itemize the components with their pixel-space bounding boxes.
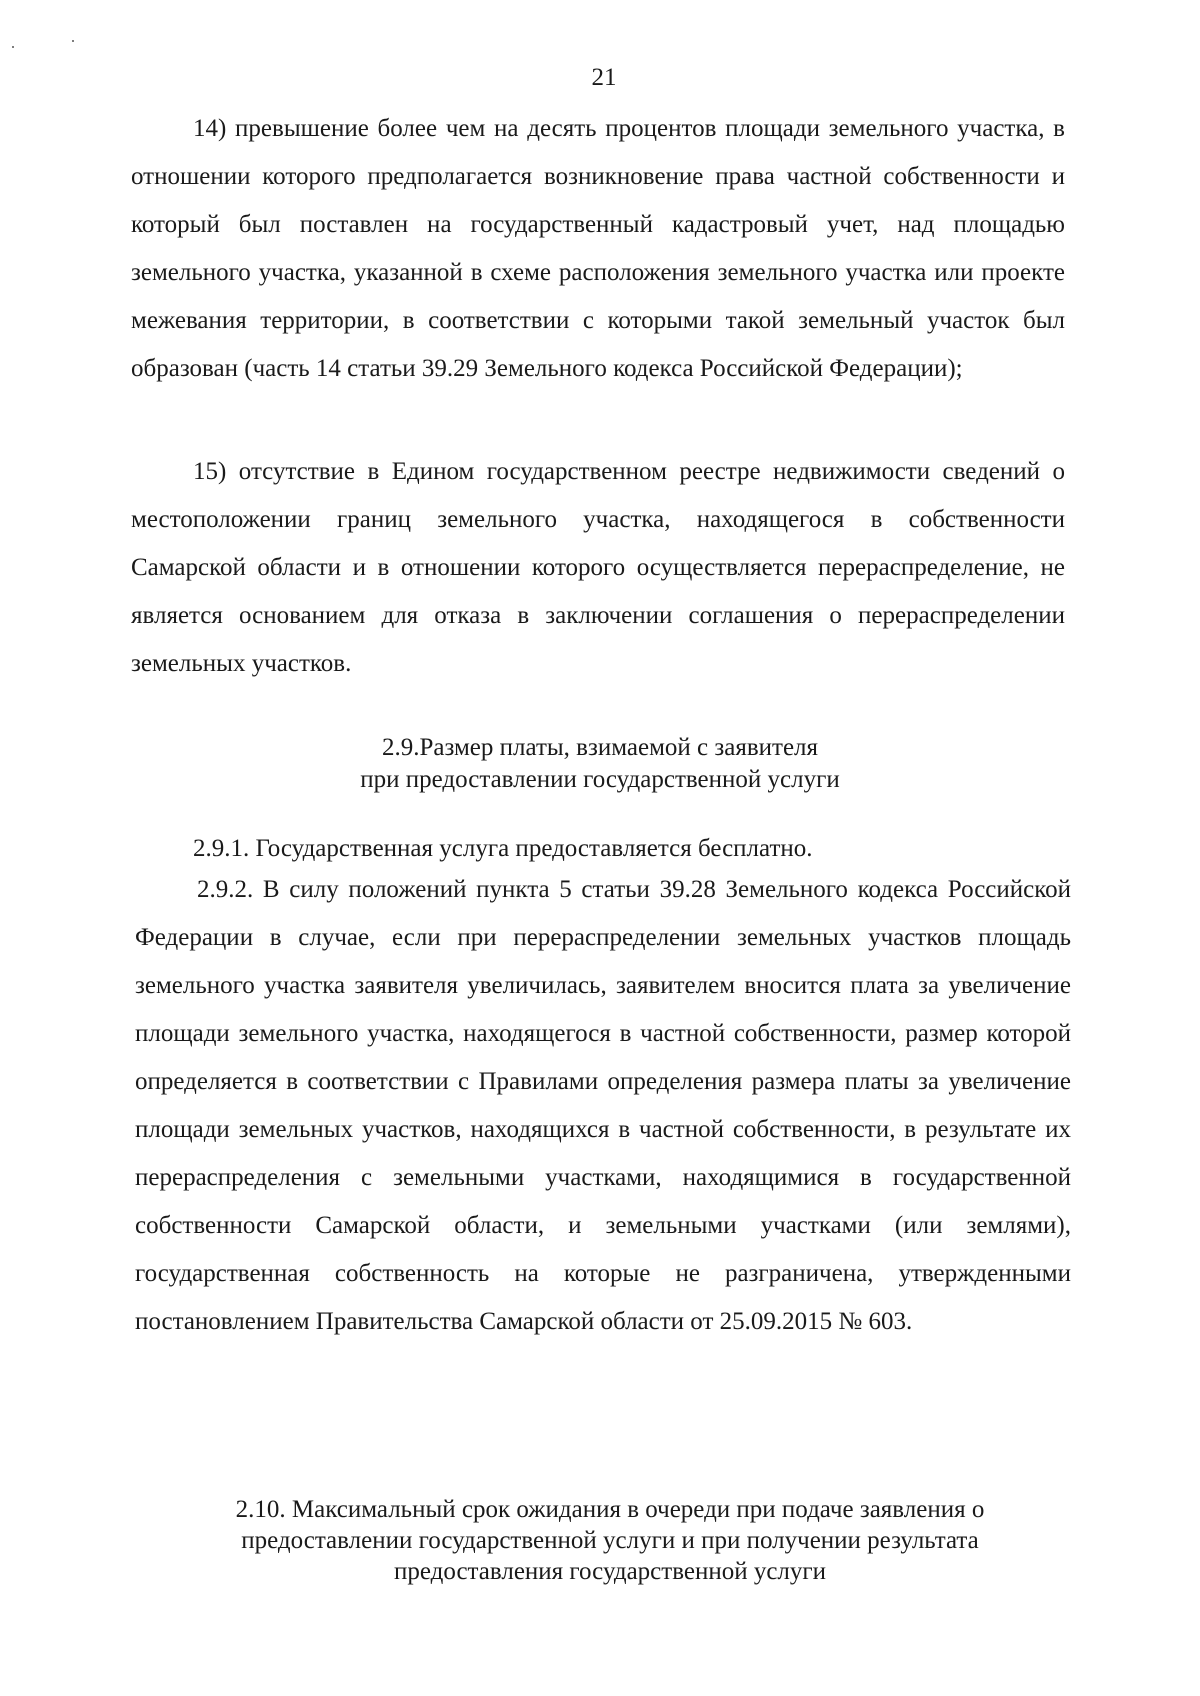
section-2-10-heading-line2: предоставлении государственной услуги и при получении результата: [241, 1527, 979, 1554]
paragraph-2-9-2: 2.9.2. В силу положений пункта 5 статьи 39.28 Земельного кодекса Российской Федерации в случае, если при перераспределении земельных участков площадь земельного участка заявителя увеличилась, заявителем вносится плата за увеличение площади земельного участка, находящегося в частной собственности, размер которой определяется в соответствии с Правилами определения размера платы за увеличение площади земельных участков, находящихся в частной собственности, в результате их перераспределения с земельными участками, находящимися в государственной собственности Самарской области, и земельными участками (или землями), государственная собственность на которые не разграничена, утвержденными постановлением Правительства Самарской области от 25.09.2015 № 603.: [135, 876, 1071, 1335]
paragraph-item-14: 14) превышение более чем на десять процентов площади земельного участка, в отношении которого предполагается возникновение права частной собственности и который был поставлен на государственный кадастровый учет, над площадью земельного участка, указанной в схеме расположения земельного участка или проекте межевания территории, в соответствии с которыми такой земельный участок был образован (часть 14 статьи 39.29 Земельного кодекса Российской Федерации);: [131, 115, 1065, 382]
section-2-10-heading-line3: предоставления государственной услуги: [393, 1558, 827, 1585]
scan-speck: [12, 46, 14, 48]
scan-speck: [72, 40, 74, 42]
section-2-10-heading-line1: 2.10. Максимальный срок ожидания в очереди при подаче заявления о: [235, 1496, 985, 1523]
section-2-10-heading: [160, 1494, 1060, 1587]
paragraph-2-9-1: 2.9.1. Государственная услуга предоставляется бесплатно.: [193, 835, 813, 862]
paragraph-item-15: 15) отсутствие в Едином государственном реестре недвижимости сведений о местоположении границ земельного участка, находящегося в собственности Самарской области и в отношении которого осуществляется перераспределение, не является основанием для отказа в заключении соглашения о перераспределении земельных участков.: [131, 458, 1065, 677]
section-2-9-heading: [180, 732, 1020, 796]
section-2-9-heading-line1: 2.9.Размер платы, взимаемой с заявителя: [381, 734, 819, 761]
page-number: 21: [591, 64, 617, 91]
section-2-9-heading-line2: при предоставлении государственной услуги: [360, 766, 840, 793]
